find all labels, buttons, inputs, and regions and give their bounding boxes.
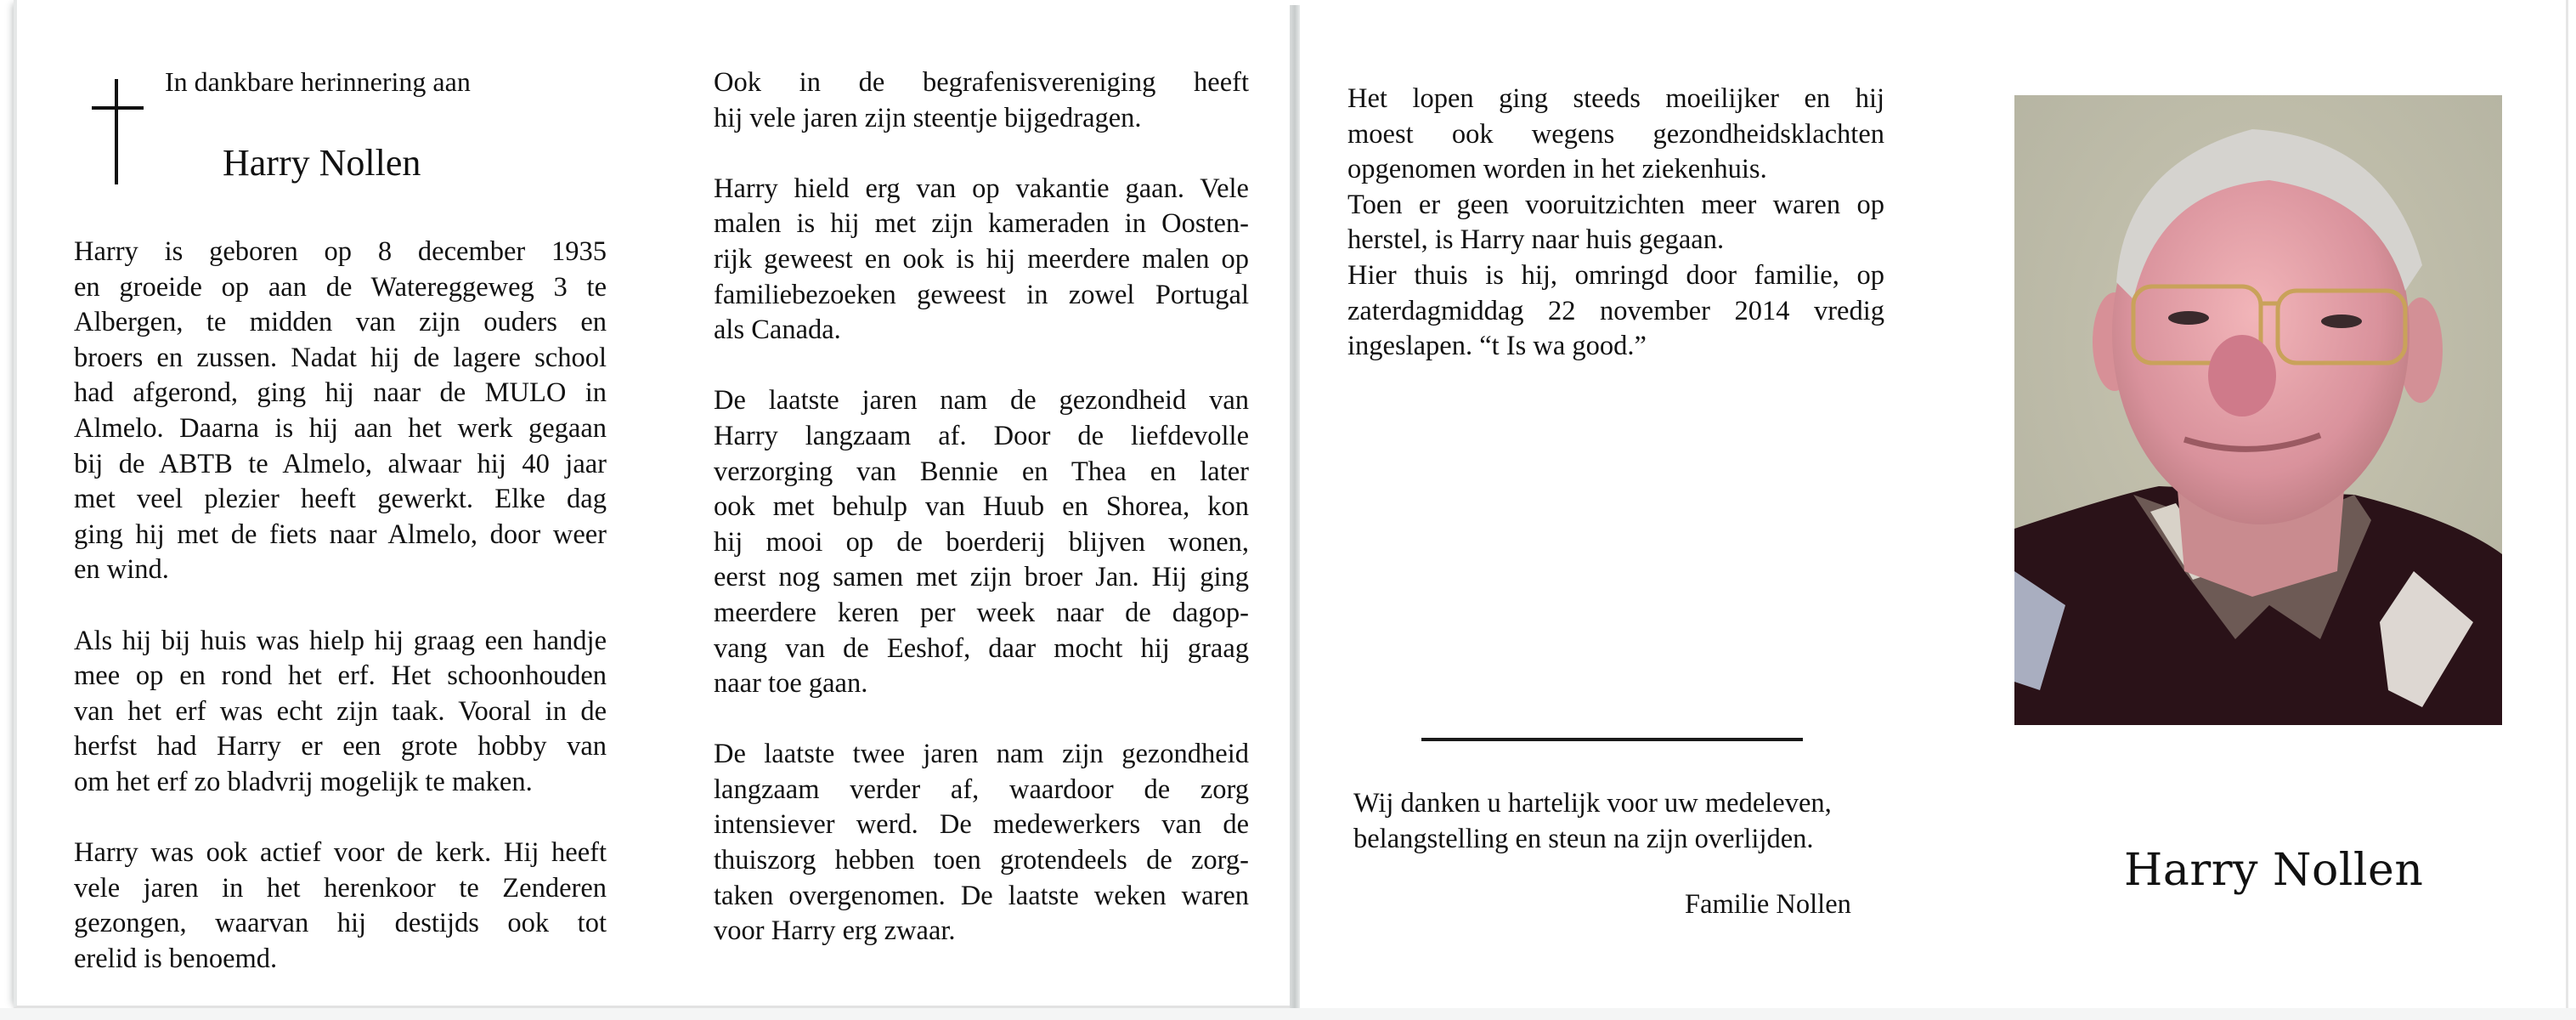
biography-column-1: [74, 235, 607, 977]
portrait-photo: [2014, 95, 2502, 725]
text-line: vang van de Eeshof, daar mocht hij graag: [714, 632, 1249, 664]
text-line: Almelo. Daarna is hij aan het werk gegaan: [74, 412, 607, 444]
text-line: als Canada.: [714, 314, 841, 346]
text-line: rijk geweest en ook is hij meerdere malen op: [714, 243, 1249, 275]
paragraph: [714, 737, 1249, 949]
text-line: Harry was ook actief voor de kerk. Hij heeft: [74, 837, 607, 869]
paragraph: [714, 65, 1249, 136]
paragraph: [1347, 82, 1884, 365]
biography-column-3: [1347, 82, 1884, 365]
paragraph: [714, 383, 1249, 701]
text-line: en groeide op aan de Watereggeweg 3 te: [74, 271, 607, 303]
cross-icon: [115, 79, 118, 184]
text-line: De laatste jaren nam de gezondheid van: [714, 385, 1249, 416]
text-line: voor Harry erg zwaar.: [714, 915, 956, 947]
text-line: van het erf was echt zijn taak. Vooral in de: [74, 695, 607, 727]
text-line: hij mooi op de boerderij blijven wonen,: [714, 526, 1249, 558]
text-line: om het erf zo bladvrij mogelijk te maken.: [74, 766, 533, 797]
biography-column-2: [714, 65, 1249, 949]
paragraph: [74, 836, 607, 977]
thank-you-message: [1353, 786, 1832, 857]
text-line: Harry is geboren op 8 december 1935: [74, 236, 607, 267]
text-line: Ook in de begrafenisvereniging heeft: [714, 67, 1249, 98]
photo-caption: Harry Nollen: [2124, 845, 2424, 896]
text-line: naar toe gaan.: [714, 668, 868, 700]
family-signature: Familie Nollen: [1685, 889, 1851, 920]
text-line: meerdere keren per week naar de dagop-: [714, 597, 1249, 628]
text-line: zaterdagmiddag 22 november 2014 vredig: [1347, 295, 1884, 326]
text-line: opgenomen worden in het ziekenhuis.: [1347, 154, 1767, 185]
text-line: Harry hield erg van op vakantie gaan. Vele: [714, 173, 1249, 204]
text-line: intensiever werd. De medewerkers van de: [714, 809, 1249, 841]
text-line: Als hij bij huis was hielp hij graag een handje: [74, 625, 607, 656]
paragraph: [714, 172, 1249, 348]
deceased-name-heading: Harry Nollen: [223, 142, 421, 184]
text-line: Toen er geen vooruitzichten meer waren op: [1347, 189, 1884, 220]
text-line: malen is hij met zijn kameraden in Oosten-: [714, 208, 1249, 240]
text-line: Albergen, te midden van zijn ouders en: [74, 307, 607, 338]
text-line: broers en zussen. Nadat hij de lagere school: [74, 342, 607, 373]
text-line: met veel plezier heeft gewerkt. Elke dag: [74, 484, 607, 515]
text-line: Harry langzaam af. Door de liefdevolle: [714, 420, 1249, 451]
text-line: moest ook wegens gezondheidsklachten: [1347, 118, 1884, 150]
section-divider: [1421, 738, 1803, 741]
thank-you-line: belangstelling en steun na zijn overlijden.: [1353, 823, 1814, 854]
paragraph: [74, 235, 607, 588]
text-line: erelid is benoemd.: [74, 943, 278, 974]
text-line: taken overgenomen. De laatste weken waren: [714, 880, 1249, 911]
text-line: verzorging van Bennie en Thea en later: [714, 456, 1249, 487]
text-line: De laatste twee jaren nam zijn gezondheid: [714, 739, 1249, 770]
text-line: mee op en rond het erf. Het schoonhouden: [74, 660, 607, 692]
text-line: Hier thuis is hij, omringd door familie, op: [1347, 259, 1884, 291]
text-line: langzaam verder af, waardoor de zorg: [714, 774, 1249, 805]
text-line: ook met behulp van Huub en Shorea, kon: [714, 491, 1249, 523]
text-line: ging hij met de fiets naar Almelo, door weer: [74, 518, 607, 550]
text-line: had afgerond, ging hij naar de MULO in: [74, 377, 607, 409]
cross-icon-bar: [92, 106, 144, 110]
text-line: herfst had Harry er een grote hobby van: [74, 731, 607, 762]
text-line: eerst nog samen met zijn broer Jan. Hij ging: [714, 562, 1249, 593]
text-line: Het lopen ging steeds moeilijker en hij: [1347, 83, 1884, 114]
text-line: thuiszorg hebben toen grotendeels de zorg-: [714, 845, 1249, 876]
text-line: herstel, is Harry naar huis gegaan.: [1347, 224, 1725, 256]
card-fold-edge: [1290, 5, 1300, 1008]
intro-heading: In dankbare herinnering aan: [165, 66, 471, 97]
thank-you-line: Wij danken u hartelijk voor uw medeleven,: [1353, 788, 1832, 819]
text-line: en wind.: [74, 554, 169, 586]
text-line: gezongen, waarvan hij destijds ook tot: [74, 908, 607, 939]
text-line: vele jaren in het herenkoor te Zenderen: [74, 872, 607, 904]
text-line: hij vele jaren zijn steentje bijgedragen.: [714, 102, 1142, 133]
paragraph: [74, 624, 607, 801]
text-line: bij de ABTB te Almelo, alwaar hij 40 jaar: [74, 448, 607, 479]
scan-background: [0, 1008, 2576, 1020]
portrait-illustration: [2014, 95, 2502, 725]
text-line: familiebezoeken geweest in zowel Portugal: [714, 279, 1249, 310]
text-line: ingeslapen. “t Is wa good.”: [1347, 331, 1647, 362]
